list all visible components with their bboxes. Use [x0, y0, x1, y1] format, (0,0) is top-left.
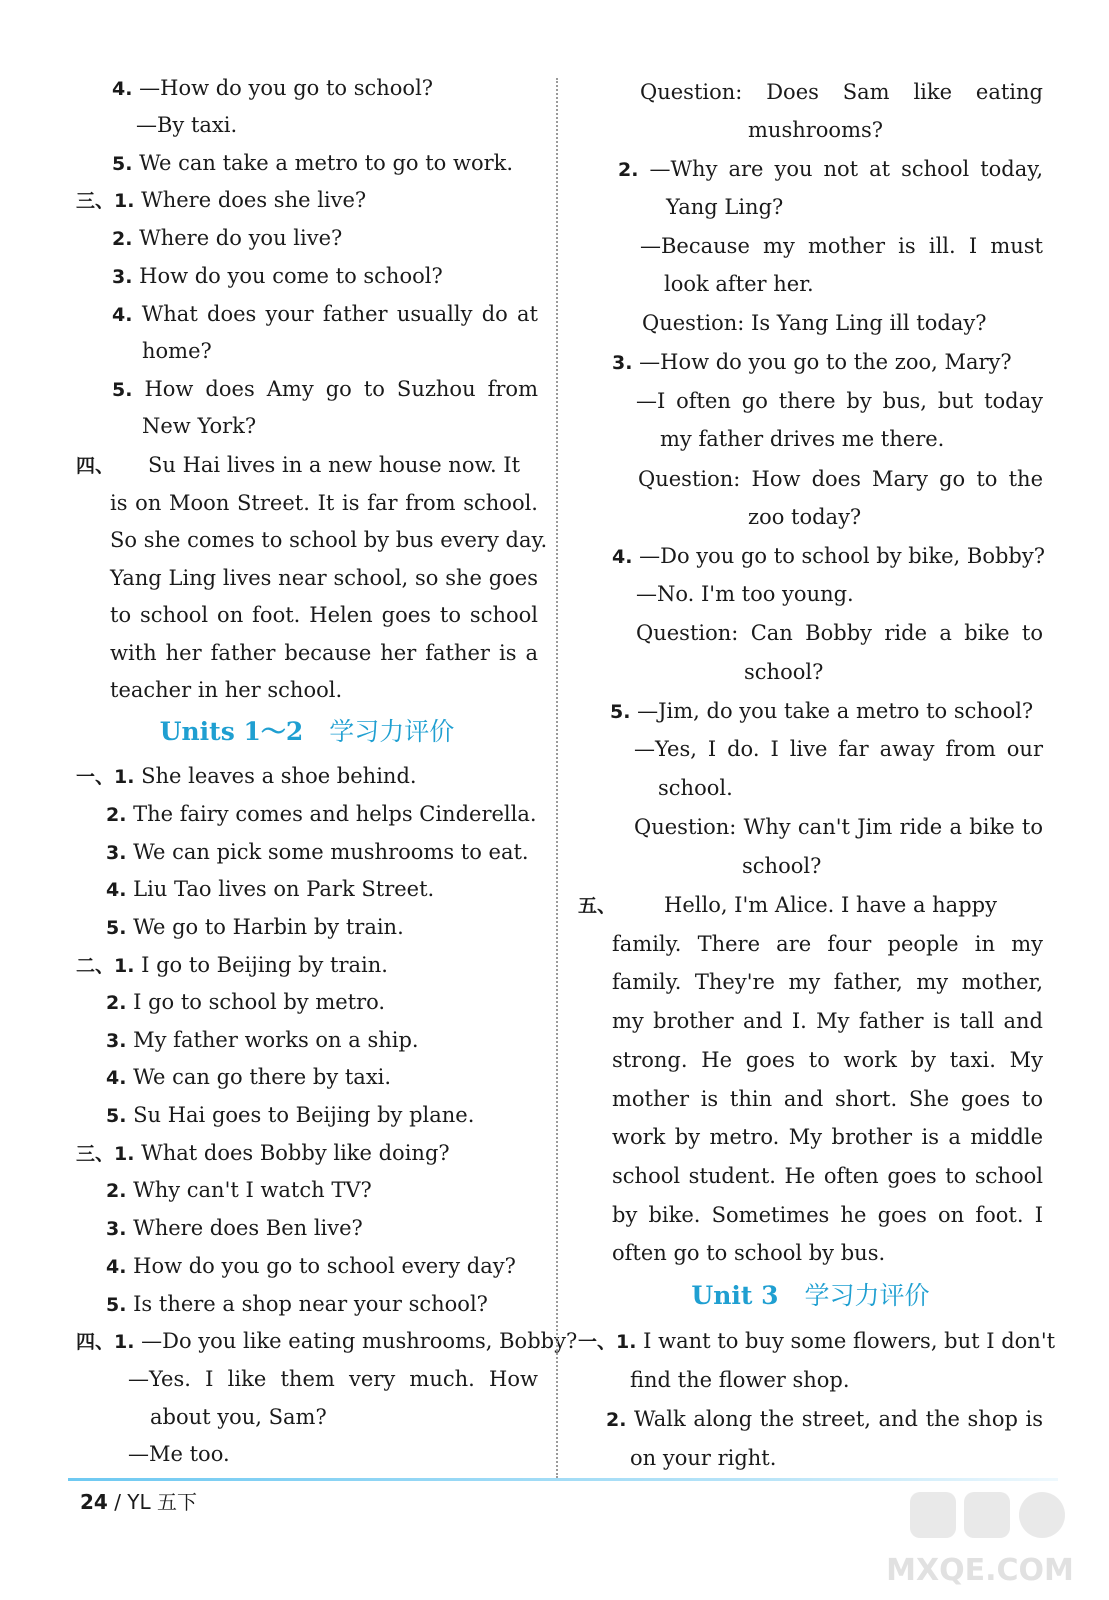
answer-line: on your right.	[630, 1446, 777, 1470]
passage-line: work by metro. My brother is a middle	[612, 1125, 1043, 1149]
column-divider	[556, 78, 558, 1478]
page-number: 24	[80, 1490, 108, 1514]
passage-line: family. They're my father, my mother,	[612, 970, 1043, 994]
dialogue-line: —Yes. I like them very much. How	[128, 1367, 538, 1391]
watermark-logo	[880, 1488, 1080, 1598]
passage-line: school student. He often goes to school	[612, 1164, 1043, 1188]
answer-line: 3. How do you come to school?	[112, 264, 443, 288]
answer-line: 5. We go to Harbin by train.	[106, 915, 404, 939]
answer-line: 4. —Do you go to school by bike, Bobby?	[612, 544, 1045, 568]
dialogue-line: Yang Ling?	[666, 195, 784, 219]
answer-line: 2. I go to school by metro.	[106, 990, 386, 1014]
section-1-line: 一、1. She leaves a shoe behind.	[76, 764, 417, 788]
dialogue-line: —Yes, I do. I live far away from our	[634, 737, 1043, 761]
section-2-line: 二、1. I go to Beijing by train.	[76, 953, 388, 977]
watermark-text: MXQE.COM	[886, 1553, 1074, 1588]
passage-line: So she comes to school by bus every day.	[110, 528, 548, 552]
answer-line: 5. Is there a shop near your school?	[106, 1292, 488, 1316]
answer-line: home?	[142, 339, 212, 363]
question-line: school?	[742, 854, 822, 878]
dialogue-line: my father drives me there.	[660, 427, 945, 451]
answer-line: 4. Liu Tao lives on Park Street.	[106, 877, 435, 901]
question-line: Question: Is Yang Ling ill today?	[642, 311, 987, 335]
passage-line: my brother and I. My father is tall and	[612, 1009, 1043, 1033]
answer-line: —By taxi.	[136, 113, 238, 137]
passage-line: is on Moon Street. It is far from school.	[110, 491, 538, 515]
question-line: zoo today?	[748, 505, 862, 529]
answer-line: 4. —How do you go to school?	[112, 76, 434, 100]
dialogue-line: —Me too.	[128, 1442, 230, 1466]
question-line: mushrooms?	[748, 118, 884, 142]
answer-line: 5. —Jim, do you take a metro to school?	[610, 699, 1034, 723]
dialogue-line: about you, Sam?	[150, 1405, 327, 1429]
section-heading-unit-3: Unit 3 学习力评价	[691, 1281, 930, 1310]
footer-rule	[68, 1478, 1058, 1481]
answer-line: 3. My father works on a ship.	[106, 1028, 419, 1052]
passage-line: with her father because her father is a	[110, 641, 538, 665]
question-line: school?	[744, 660, 824, 684]
answer-line: 4. How do you go to school every day?	[106, 1254, 516, 1278]
answer-line: 2. Why can't I watch TV?	[106, 1178, 372, 1202]
answer-line: 2. —Why are you not at school today,	[618, 157, 1043, 181]
question-line: Question: How does Mary go to the	[638, 467, 1043, 491]
answer-line: 5. We can take a metro to go to work.	[112, 151, 514, 175]
question-line: Question: Why can't Jim ride a bike to	[634, 815, 1043, 839]
dialogue-line: school.	[658, 776, 733, 800]
passage-line: teacher in her school.	[110, 678, 343, 702]
passage-line: Yang Ling lives near school, so she goes	[110, 566, 538, 590]
answer-line: find the flower shop.	[630, 1368, 850, 1392]
page-footer: 24 / YL 五下	[80, 1490, 198, 1514]
section-5-line: 五、 Hello, I'm Alice. I have a happy	[578, 893, 997, 917]
book-code: YL	[127, 1490, 151, 1514]
passage-line: family. There are four people in my	[612, 932, 1043, 956]
dialogue-line: look after her.	[664, 272, 814, 296]
section-3-line: 三、1. Where does she live?	[76, 188, 367, 212]
section-heading-units-1-2: Units 1～2 学习力评价	[159, 717, 455, 746]
answer-line: 3. We can pick some mushrooms to eat.	[106, 840, 529, 864]
section-3-line: 三、1. What does Bobby like doing?	[76, 1141, 450, 1165]
passage-line: often go to school by bus.	[612, 1241, 886, 1265]
question-line: Question: Does Sam like eating	[640, 80, 1043, 104]
section-4-line: 四、1. —Do you like eating mushrooms, Bobby?	[76, 1329, 578, 1353]
section-4-line: 四、 Su Hai lives in a new house now. It	[76, 453, 521, 477]
answer-line: New York?	[142, 414, 257, 438]
question-line: Question: Can Bobby ride a bike to	[636, 621, 1043, 645]
grade-label: 五下	[150, 1490, 198, 1514]
passage-line: mother is thin and short. She goes to	[612, 1087, 1043, 1111]
answer-line: 4. What does your father usually do at	[112, 302, 538, 326]
answer-line: 2. The fairy comes and helps Cinderella.	[106, 802, 537, 826]
answer-line: 5. How does Amy go to Suzhou from	[112, 377, 538, 401]
dialogue-line: —No. I'm too young.	[636, 582, 854, 606]
answer-line: 4. We can go there by taxi.	[106, 1065, 392, 1089]
passage-line: by bike. Sometimes he goes on foot. I	[612, 1203, 1043, 1227]
answer-line: 2. Where do you live?	[112, 226, 343, 250]
answer-line: 3. —How do you go to the zoo, Mary?	[612, 350, 1012, 374]
answer-line: 5. Su Hai goes to Beijing by plane.	[106, 1103, 475, 1127]
passage-line: to school on foot. Helen goes to school	[110, 603, 538, 627]
dialogue-line: —I often go there by bus, but today	[636, 389, 1043, 413]
answer-line: 3. Where does Ben live?	[106, 1216, 363, 1240]
passage-line: strong. He goes to work by taxi. My	[612, 1048, 1043, 1072]
dialogue-line: —Because my mother is ill. I must	[640, 234, 1043, 258]
answer-line: 2. Walk along the street, and the shop is	[606, 1407, 1043, 1431]
section-1-line: 一、1. I want to buy some flowers, but I don't	[578, 1329, 1056, 1353]
